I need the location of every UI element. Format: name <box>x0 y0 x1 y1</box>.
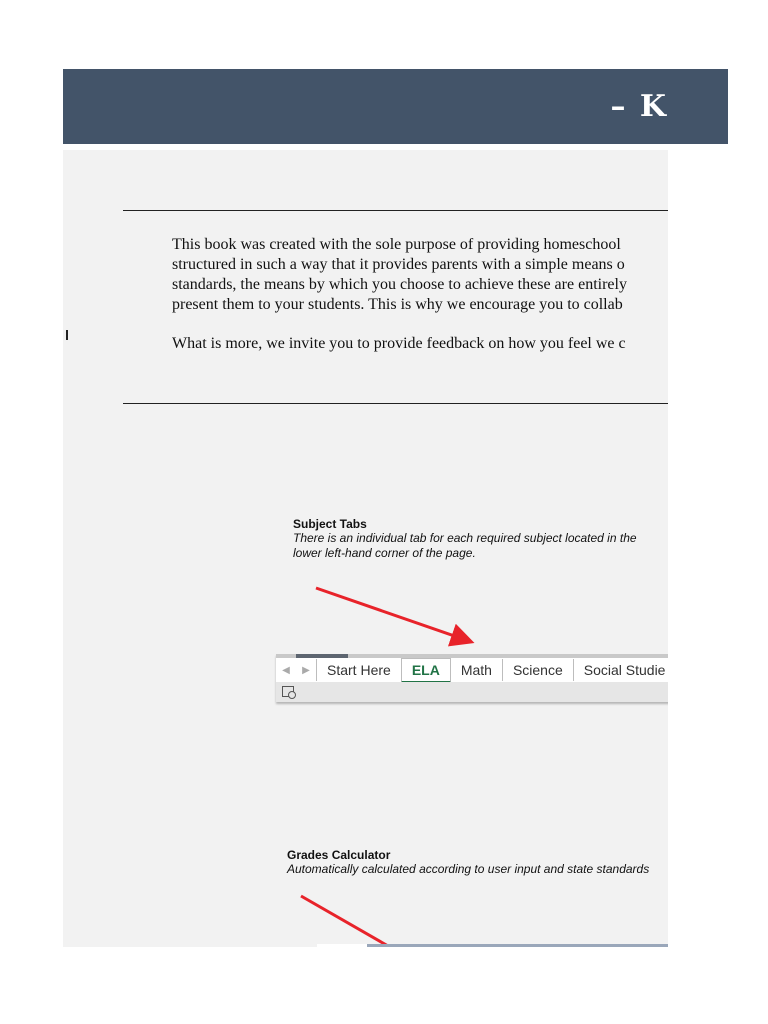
scroll-right-icon[interactable]: ▶ <box>302 664 310 676</box>
intro-line: This book was created with the sole purpose of providing homeschool <box>172 236 621 253</box>
intro-feedback-line: What is more, we invite you to provide feedback on how you feel we c <box>172 335 626 352</box>
subject-tabs-desc-line2: lower left-hand corner of the page. <box>293 546 476 560</box>
divider-top <box>123 210 668 211</box>
status-bar <box>276 682 668 702</box>
page-title: – K <box>610 89 668 124</box>
intro-line: standards, the means by which you choose to achieve these are entirely <box>172 276 627 293</box>
divider-bottom <box>123 403 668 404</box>
intro-line: present them to your students. This is why we encourage you to collab <box>172 296 623 313</box>
scroll-left-icon[interactable]: ◀ <box>282 664 290 676</box>
tab-social-studies[interactable]: Social Studie <box>573 659 668 681</box>
page-panel <box>63 150 668 947</box>
red-arrow-icon <box>308 582 478 647</box>
subject-tabs-desc-line1: There is an individual tab for each required subject located in the <box>293 531 637 545</box>
tab-start-here[interactable]: Start Here <box>316 659 401 681</box>
header-band <box>63 69 728 144</box>
subject-tabs-title: Subject Tabs <box>293 517 367 531</box>
tab-science[interactable]: Science <box>502 659 573 681</box>
macro-record-icon[interactable] <box>282 686 294 697</box>
red-arrow-icon <box>295 890 405 947</box>
intro-line: structured in such a way that it provides parents with a simple means o <box>172 256 625 273</box>
tab-math[interactable]: Math <box>460 662 492 678</box>
grades-calculator-desc: Automatically calculated according to user input and state standards <box>287 862 650 876</box>
intro-text <box>172 235 668 354</box>
margin-mark <box>66 330 68 340</box>
sheet-tabs-screenshot <box>276 654 668 702</box>
tab-ela[interactable]: ELA <box>401 658 451 683</box>
sheet-tab-bar <box>276 658 668 682</box>
grades-calculator-screenshot <box>317 944 668 947</box>
grades-calculator-title: Grades Calculator <box>287 848 391 862</box>
